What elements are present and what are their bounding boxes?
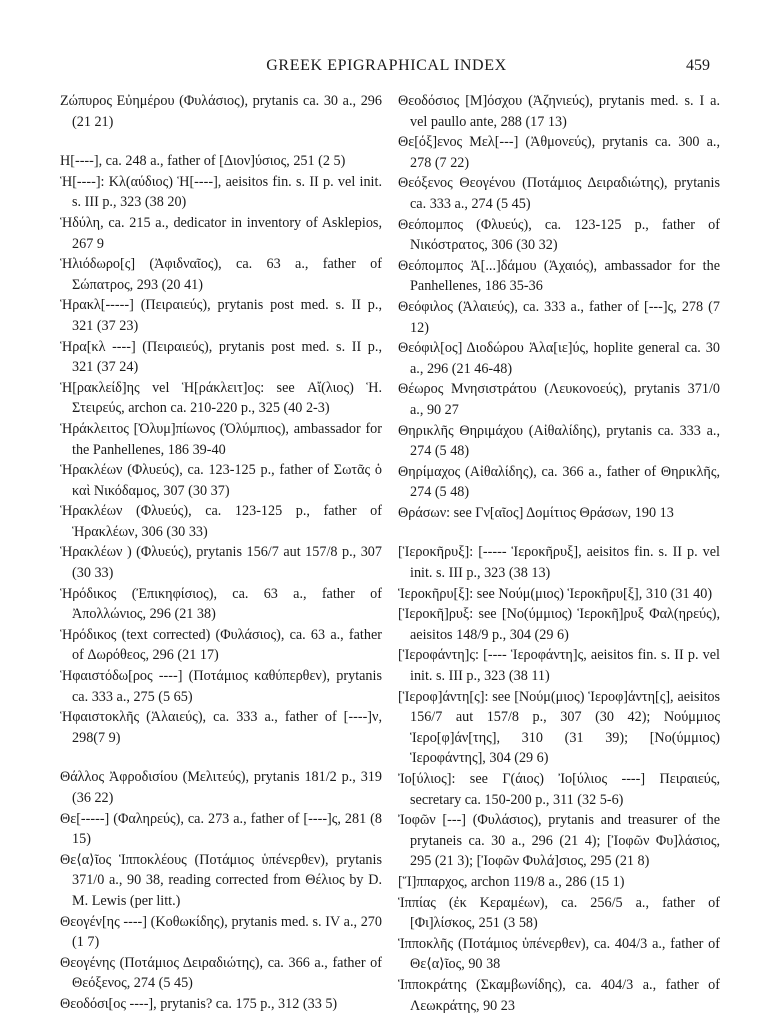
left-column (60, 91, 382, 1015)
index-entry: Θεογένης (Ποτάμιος Δειραδιώτης), ca. 366 a., father of Θεόξενος, 274 (5 45) (60, 954, 382, 992)
index-entry: [Ἵ]ππαρχος, archon 119/8 a., 286 (15 1) (398, 873, 625, 890)
index-entry: Ἡράκλειτος [Ὀλυμ]πίωνος (Ὀλύμπιος), ambassador for the Panhellenes, 186 39-40 (60, 420, 382, 458)
index-entry: Ἱπποκράτης (Σκαμβωνίδης), ca. 404/3 a., father of Λεωκράτης, 90 23 (398, 976, 720, 1014)
index-entry: Θηρικλῆς Θηριμάχου (Αἰθαλίδης), prytanis ca. 333 a., 274 (5 48) (398, 422, 720, 460)
index-entry: Ἡρακλέων (Φλυεύς), ca. 123-125 p., father of Σωτᾶς ὁ καὶ Νικόδαμος, 307 (30 37) (60, 462, 382, 499)
running-title: GREEK EPIGRAPHICAL INDEX (266, 57, 507, 74)
index-entry: [Ἱεροκῆρυξ]: [----- Ἱεροκῆρυξ], aeisitos fin. s. II p. vel init. s. III p., 323 (38 13) (398, 544, 720, 582)
index-entry: Θε⟨α⟩ῖος Ἱπποκλέους (Ποτάμιος ὑπένερθεν), prytanis 371/0 a., 90 38, reading corrected from Θέλιος by D. M. Lewis (per litt.) (60, 851, 382, 909)
index-entry: [Ἱεροφάντη]ς: [---- Ἱεροφάντη]ς, aeisitos fin. s. II p. vel init. s. III p., 323 (38 11) (398, 647, 720, 685)
index-entry: Ἡ[ρακλείδ]ης vel Ἡ[ράκλειτ]ος: see Αἴ(λιος) Ἡ. Στειρεύς, archon ca. 210-220 p., 325 (40 2-3) (60, 379, 382, 417)
index-entry: Θε[όξ]ενος Μελ[---] (Ἀθμονεύς), prytanis ca. 300 a., 278 (7 22) (398, 134, 720, 171)
index-entry: Ἱπποκλῆς (Ποτάμιος ὑπένερθεν), ca. 404/3 a., father of Θε⟨α⟩ῖος, 90 38 (398, 935, 720, 973)
index-entry: Ἰο[ύλιος]: see Γ(άιος) Ἰο[ύλιος ----] Πειραιεύς, secretary ca. 150-200 p., 311 (32 5-6) (398, 771, 720, 808)
index-entry: Θάλλος Ἀφροδισίου (Μελιτεύς), prytanis 181/2 p., 319 (36 22) (60, 769, 382, 806)
index-entry: Θεόφιλος (Ἁλαιεύς), ca. 333 a., father of [---]ς, 278 (7 12) (398, 298, 720, 336)
index-entry: [Ἱεροφ]άντη[ς]: see [Νούμ(μιος) Ἱεροφ]άντη[ς], aeisitos 156/7 aut 157/8 p., 307 (30 42); Νούμμιος Ἱερο[φ]άν[της], 310 (31 39); [Νο(ύμμιος) Ἱεροφάντης], 304 (29 6) (398, 688, 720, 767)
right-column (398, 91, 720, 1016)
index-entry: Ἡρακλέων (Φλυεύς), ca. 123-125 p., father of Ἡρακλέων, 306 (30 33) (60, 503, 382, 540)
index-entry: Ἡ[----]: Κλ(αύδιος) Ἡ[----], aeisitos fin. s. II p. vel init. s. III p., 323 (38 20) (60, 173, 382, 211)
index-entry: Ἱππίας (ἐκ Κεραμέων), ca. 256/5 a., father of [Φι]λίσκος, 251 (3 58) (398, 894, 720, 932)
index-entry: Θεόξενος Θεογένου (Ποτάμιος Δειραδιώτης), prytanis ca. 333 a., 274 (5 45) (398, 175, 720, 212)
index-entry: Ἡρακλέων ) (Φλυεύς), prytanis 156/7 aut 157/8 p., 307 (30 33) (60, 544, 382, 582)
index-entry: Θεοδόσιος [Μ]όσχου (Ἀζηνιεύς), prytanis med. s. I a. vel paullo ante, 288 (17 13) (398, 93, 720, 130)
index-entry: Θέωρος Μνησιστράτου (Λευκονοεύς), prytanis 371/0 a., 90 27 (398, 381, 720, 418)
index-entry: Ἡρόδικος (Ἐπικηφίσιος), ca. 63 a., father of Ἀπολλώνιος, 296 (21 38) (60, 585, 382, 623)
index-entry: Θεοδόσι[ος ----], prytanis? ca. 175 p., 312 (33 5) (60, 995, 338, 1012)
index-entry: Θράσων: see Γν[αῖος] Δομίτιος Θράσων, 190 13 (398, 504, 674, 521)
index-entry: [Ἱεροκῆ]ρυξ: see [Νο(ύμμιος) Ἱεροκῆ]ρυξ Φαλ(ηρεύς), aeisitos 148/9 p., 304 (29 6) (398, 606, 720, 643)
index-entry: Θεόπομπος (Φλυεύς), ca. 123-125 p., father of Νικόστρατος, 306 (30 32) (398, 216, 720, 254)
index-entry: Θεόπομπος Ἀ[...]δάμου (Ἀχαιός), ambassador for the Panhellenes, 186 35-36 (398, 257, 720, 295)
index-entry: Ἡρα[κλ ----] (Πειραιεύς), prytanis post med. s. II p., 321 (37 24) (60, 338, 382, 376)
index-entry: Ἡλιόδωρο[ς] (Ἀφιδναῖος), ca. 63 a., father of Σώπατρος, 293 (20 41) (60, 256, 382, 293)
index-entry: Η[----], ca. 248 a., father of [Διον]ύσιος, 251 (2 5) (60, 153, 346, 170)
index-entry: Ἡφαιστοκλῆς (Ἁλαιεύς), ca. 333 a., father of [----]ν, 298(7 9) (60, 709, 382, 746)
index-entry: Ἡρόδικος (text corrected) (Φυλάσιος), ca. 63 a., father of Δωρόθεος, 296 (21 17) (60, 626, 382, 664)
index-entry: Ἡφαιστόδω[ρος ----] (Ποτάμιος καθύπερθεν), prytanis ca. 333 a., 275 (5 65) (60, 668, 382, 705)
index-entry: Θε[-----] (Φαληρεύς), ca. 273 a., father of [----]ς, 281 (8 15) (60, 810, 382, 848)
index-entry: Θεογέν[ης ----] (Κοθωκίδης), prytanis med. s. IV a., 270 (1 7) (60, 913, 382, 951)
index-entry: Θηρίμαχος (Αἰθαλίδης), ca. 366 a., father of Θηρικλῆς, 274 (5 48) (398, 463, 720, 501)
index-entry: Ἱεροκῆρυ[ξ]: see Νούμ(μιος) Ἱεροκῆρυ[ξ], 310 (31 40) (398, 585, 713, 602)
index-entry: Ἡρακλ[-----] (Πειραιεύς), prytanis post med. s. II p., 321 (37 23) (60, 297, 382, 334)
page-number: 459 (686, 57, 710, 74)
index-entry: Ζώπυρος Εὐημέρου (Φυλάσιος), prytanis ca. 30 a., 296 (21 21) (60, 93, 382, 130)
index-entry: Ἰοφῶν [---] (Φυλάσιος), prytanis and treasurer of the prytaneis ca. 30 a., 296 (21 4); [Ἰοφῶν Φυ]λάσιος, 295 (21 3); [Ἰοφῶν Φυλά]σιος, 295 (21 8) (398, 812, 720, 870)
running-head (0, 57, 773, 79)
index-entry: Θεόφιλ[ος] Διοδώρου Ἁλα[ιε]ύς, hoplite general ca. 30 a., 296 (21 46-48) (398, 340, 720, 377)
index-entry: Ἡδύλη, ca. 215 a., dedicator in inventory of Asklepios, 267 9 (60, 214, 382, 252)
